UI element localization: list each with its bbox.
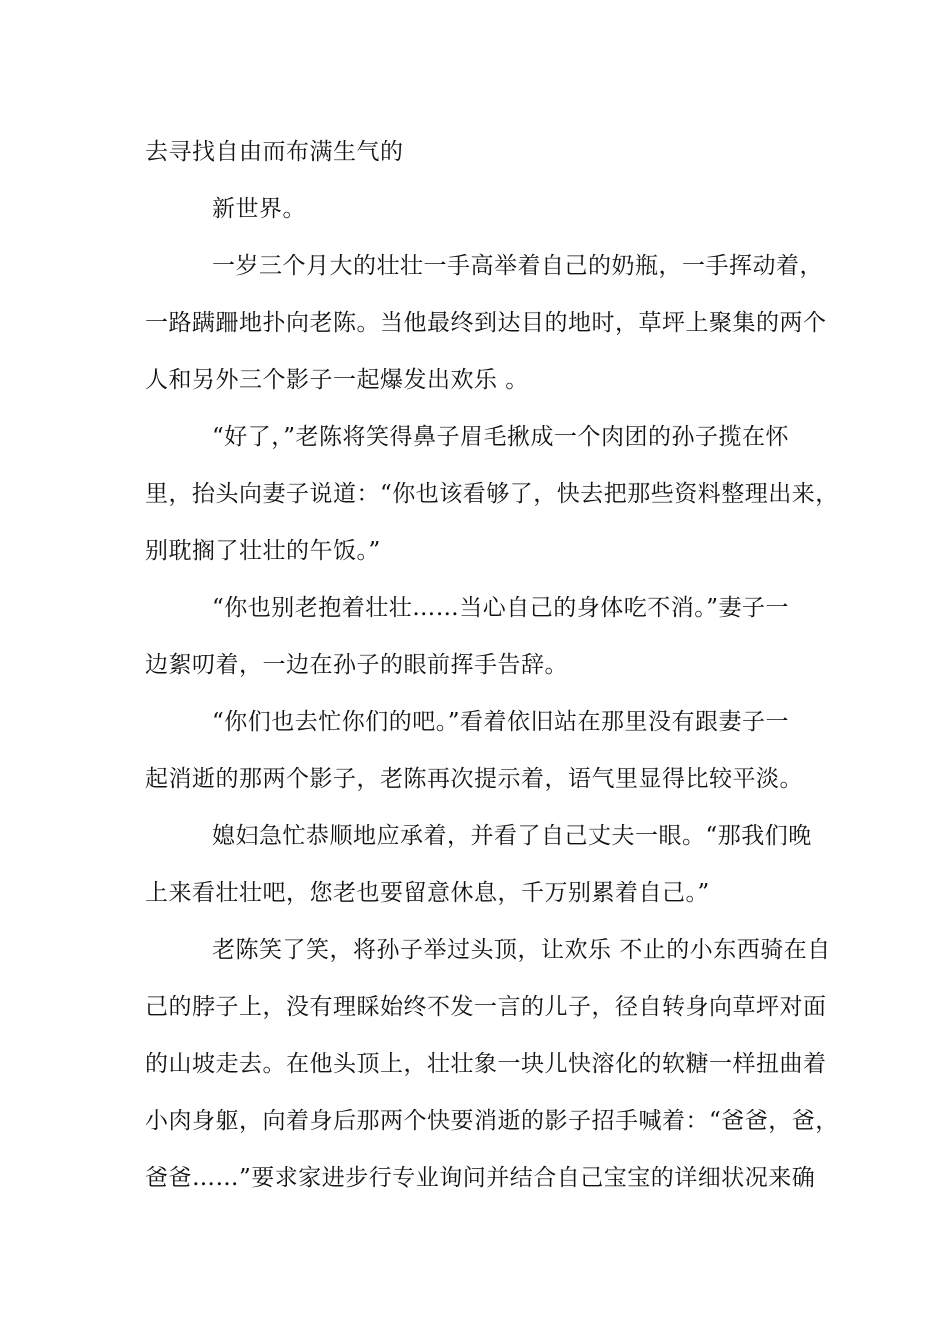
text-line: “你也别老抱着壮壮……当心自己的身体吃不消。”妻子一 bbox=[212, 595, 790, 621]
text-line: 起消逝的那两个影子，老陈再次提示着，语气里显得比较平淡。 bbox=[145, 766, 803, 792]
text-line: 去寻找自由而布满生气的 bbox=[145, 139, 404, 165]
text-line: 己的脖子上，没有理睬始终不发一言的儿子，径自转身向草坪对面 bbox=[145, 994, 827, 1020]
text-line: 老陈笑了笑，将孙子举过头顶，让欢乐 不止的小东西骑在自 bbox=[212, 937, 831, 963]
text-line: 边絮叨着，一边在孙子的眼前挥手告辞。 bbox=[145, 652, 568, 678]
text-line: 的山坡走去。在他头顶上，壮壮象一块儿快溶化的软糖一样扭曲着 bbox=[145, 1051, 827, 1077]
text-line: 一岁三个月大的壮壮一手高举着自己的奶瓶，一手挥动着， bbox=[212, 253, 823, 279]
text-line: “好了，”老陈将笑得鼻子眉毛揪成一个肉团的孙子揽在怀 bbox=[212, 424, 790, 450]
text-line: 爸爸……”要求家进步行专业询问并结合自己宝宝的详细状况来确 bbox=[145, 1165, 816, 1191]
text-line: 上来看壮壮吧，您老也要留意休息，千万别累着自己。” bbox=[145, 880, 710, 906]
text-line: 媳妇急忙恭顺地应承着，并看了自己丈夫一眼。“那我们晚 bbox=[212, 823, 812, 849]
text-line: 一路蹒跚地扑向老陈。当他最终到达目的地时，草坪上聚集的两个 bbox=[145, 310, 827, 336]
text-line: “你们也去忙你们的吧。”看着依旧站在那里没有跟妻子一 bbox=[212, 709, 790, 735]
text-line: 人和另外三个影子一起爆发出欢乐 。 bbox=[145, 367, 529, 393]
text-line: 小肉身躯，向着身后那两个快要消逝的影子招手喊着：“爸爸，爸， bbox=[145, 1108, 839, 1134]
text-line: 新世界。 bbox=[212, 196, 306, 222]
text-line: 别耽搁了壮壮的午饭。” bbox=[145, 538, 381, 564]
text-line: 里，抬头向妻子说道：“你也该看够了，快去把那些资料整理出来， bbox=[145, 481, 839, 507]
